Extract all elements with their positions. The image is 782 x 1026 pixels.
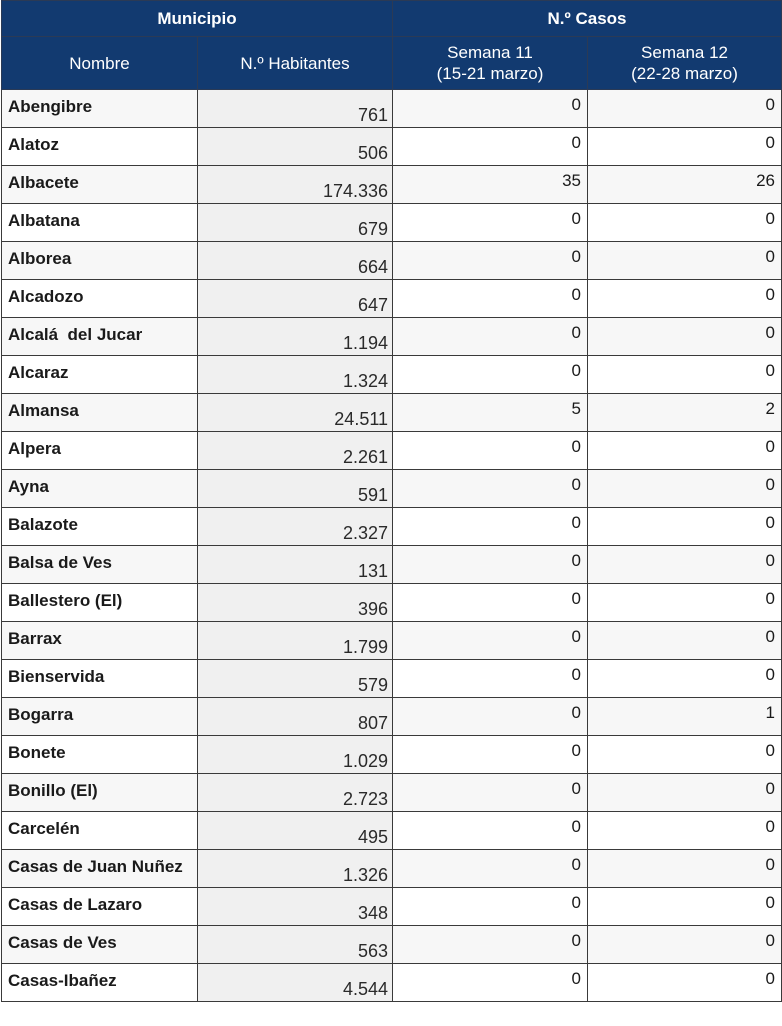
semana-12-cases-cell: 26	[588, 166, 782, 204]
habitantes-cell: 2.327	[198, 508, 393, 546]
table-row	[2, 660, 782, 698]
habitantes-cell: 24.511	[198, 394, 393, 432]
table-row	[2, 508, 782, 546]
table-row	[2, 432, 782, 470]
municipio-name-cell: Bonete	[2, 736, 198, 774]
habitantes-cell: 1.324	[198, 356, 393, 394]
habitantes-cell: 1.326	[198, 850, 393, 888]
semana-11-cases-cell: 0	[393, 812, 588, 850]
table-row	[2, 394, 782, 432]
semana-12-cases-cell: 0	[588, 280, 782, 318]
habitantes-cell: 174.336	[198, 166, 393, 204]
habitantes-cell: 4.544	[198, 964, 393, 1002]
habitantes-cell: 807	[198, 698, 393, 736]
table-row	[2, 166, 782, 204]
table-row	[2, 964, 782, 1002]
semana-12-cases-cell: 0	[588, 128, 782, 166]
municipio-name-cell: Alborea	[2, 242, 198, 280]
table-row	[2, 926, 782, 964]
municipio-name-cell: Casas de Juan Nuñez	[2, 850, 198, 888]
table-row	[2, 736, 782, 774]
semana-12-cases-cell: 0	[588, 470, 782, 508]
municipio-name-cell: Albacete	[2, 166, 198, 204]
table-row	[2, 204, 782, 242]
municipio-name-cell: Balsa de Ves	[2, 546, 198, 584]
column-header-semana-11	[393, 37, 588, 90]
semana-12-cases-cell: 0	[588, 584, 782, 622]
habitantes-cell: 664	[198, 242, 393, 280]
municipio-name-cell: Alcadozo	[2, 280, 198, 318]
table-row	[2, 622, 782, 660]
semana-11-cases-cell: 0	[393, 964, 588, 1002]
group-header-casos: N.º Casos	[393, 1, 782, 37]
semana-11-cases-cell: 0	[393, 926, 588, 964]
semana-11-cases-cell: 0	[393, 622, 588, 660]
table-row	[2, 318, 782, 356]
table-row	[2, 546, 782, 584]
table-header	[2, 1, 782, 90]
semana-12-cases-cell: 0	[588, 622, 782, 660]
municipio-name-cell: Balazote	[2, 508, 198, 546]
semana-11-cases-cell: 0	[393, 660, 588, 698]
table-row	[2, 888, 782, 926]
municipio-name-cell: Alcaraz	[2, 356, 198, 394]
habitantes-cell: 2.261	[198, 432, 393, 470]
semana-12-cases-cell: 2	[588, 394, 782, 432]
semana-11-cases-cell: 0	[393, 280, 588, 318]
table-row	[2, 242, 782, 280]
semana-12-cases-cell: 0	[588, 736, 782, 774]
habitantes-cell: 495	[198, 812, 393, 850]
semana-12-cases-cell: 0	[588, 318, 782, 356]
municipio-name-cell: Ballestero (El)	[2, 584, 198, 622]
semana-11-cases-cell: 0	[393, 204, 588, 242]
table-row	[2, 774, 782, 812]
habitantes-cell: 647	[198, 280, 393, 318]
municipio-name-cell: Abengibre	[2, 90, 198, 128]
habitantes-cell: 579	[198, 660, 393, 698]
municipio-name-cell: Casas de Ves	[2, 926, 198, 964]
semana-11-cases-cell: 0	[393, 470, 588, 508]
column-header-habitantes: N.º Habitantes	[198, 37, 393, 90]
semana-12-cases-cell: 0	[588, 660, 782, 698]
header-group-row	[2, 1, 782, 37]
municipio-name-cell: Alcalá del Jucar	[2, 318, 198, 356]
semana-11-cases-cell: 0	[393, 356, 588, 394]
habitantes-cell: 761	[198, 90, 393, 128]
table-row	[2, 470, 782, 508]
semana-11-cases-cell: 0	[393, 774, 588, 812]
municipio-name-cell: Almansa	[2, 394, 198, 432]
semana-12-cases-cell: 0	[588, 888, 782, 926]
semana-12-cases-cell: 0	[588, 964, 782, 1002]
table-row	[2, 280, 782, 318]
semana-12-cases-cell: 0	[588, 774, 782, 812]
semana-11-dates: (15-21 marzo)	[436, 64, 544, 83]
municipio-name-cell: Bogarra	[2, 698, 198, 736]
table-row	[2, 812, 782, 850]
semana-11-cases-cell: 0	[393, 90, 588, 128]
municipio-name-cell: Barrax	[2, 622, 198, 660]
semana-12-cases-cell: 0	[588, 204, 782, 242]
semana-12-cases-cell: 0	[588, 850, 782, 888]
semana-11-cases-cell: 0	[393, 584, 588, 622]
semana-11-cases-cell: 0	[393, 128, 588, 166]
habitantes-cell: 348	[198, 888, 393, 926]
semana-12-cases-cell: 0	[588, 926, 782, 964]
semana-12-cases-cell: 1	[588, 698, 782, 736]
semana-11-cases-cell: 0	[393, 318, 588, 356]
habitantes-cell: 1.799	[198, 622, 393, 660]
semana-12-dates: (22-28 marzo)	[631, 64, 738, 83]
semana-12-cases-cell: 0	[588, 90, 782, 128]
table-row	[2, 850, 782, 888]
semana-11-cases-cell: 35	[393, 166, 588, 204]
habitantes-cell: 679	[198, 204, 393, 242]
semana-11-cases-cell: 0	[393, 242, 588, 280]
semana-11-cases-cell: 0	[393, 508, 588, 546]
column-header-semana-12	[588, 37, 782, 90]
semana-11-cases-cell: 0	[393, 850, 588, 888]
semana-12-cases-cell: 0	[588, 242, 782, 280]
municipio-name-cell: Casas-Ibañez	[2, 964, 198, 1002]
semana-11-cases-cell: 5	[393, 394, 588, 432]
semana-12-cases-cell: 0	[588, 812, 782, 850]
column-header-nombre: Nombre	[2, 37, 198, 90]
municipio-name-cell: Casas de Lazaro	[2, 888, 198, 926]
table-row	[2, 356, 782, 394]
municipio-name-cell: Alatoz	[2, 128, 198, 166]
habitantes-cell: 2.723	[198, 774, 393, 812]
semana-11-cases-cell: 0	[393, 888, 588, 926]
habitantes-cell: 396	[198, 584, 393, 622]
municipio-name-cell: Bonillo (El)	[2, 774, 198, 812]
habitantes-cell: 506	[198, 128, 393, 166]
habitantes-cell: 1.029	[198, 736, 393, 774]
table-row	[2, 584, 782, 622]
semana-11-cases-cell: 0	[393, 432, 588, 470]
cases-table	[1, 0, 782, 1002]
municipio-name-cell: Albatana	[2, 204, 198, 242]
municipio-name-cell: Carcelén	[2, 812, 198, 850]
group-header-municipio: Municipio	[2, 1, 393, 37]
municipio-name-cell: Bienservida	[2, 660, 198, 698]
table-row	[2, 90, 782, 128]
semana-12-cases-cell: 0	[588, 546, 782, 584]
habitantes-cell: 131	[198, 546, 393, 584]
semana-11-cases-cell: 0	[393, 698, 588, 736]
habitantes-cell: 591	[198, 470, 393, 508]
table-body	[2, 90, 782, 1002]
municipio-name-cell: Alpera	[2, 432, 198, 470]
habitantes-cell: 563	[198, 926, 393, 964]
habitantes-cell: 1.194	[198, 318, 393, 356]
semana-12-label: Semana 12	[641, 43, 728, 62]
semana-11-cases-cell: 0	[393, 736, 588, 774]
municipio-name-cell: Ayna	[2, 470, 198, 508]
semana-11-cases-cell: 0	[393, 546, 588, 584]
header-column-row	[2, 37, 782, 90]
semana-12-cases-cell: 0	[588, 356, 782, 394]
semana-12-cases-cell: 0	[588, 508, 782, 546]
table-row	[2, 698, 782, 736]
semana-12-cases-cell: 0	[588, 432, 782, 470]
table-row	[2, 128, 782, 166]
semana-11-label: Semana 11	[447, 43, 533, 62]
